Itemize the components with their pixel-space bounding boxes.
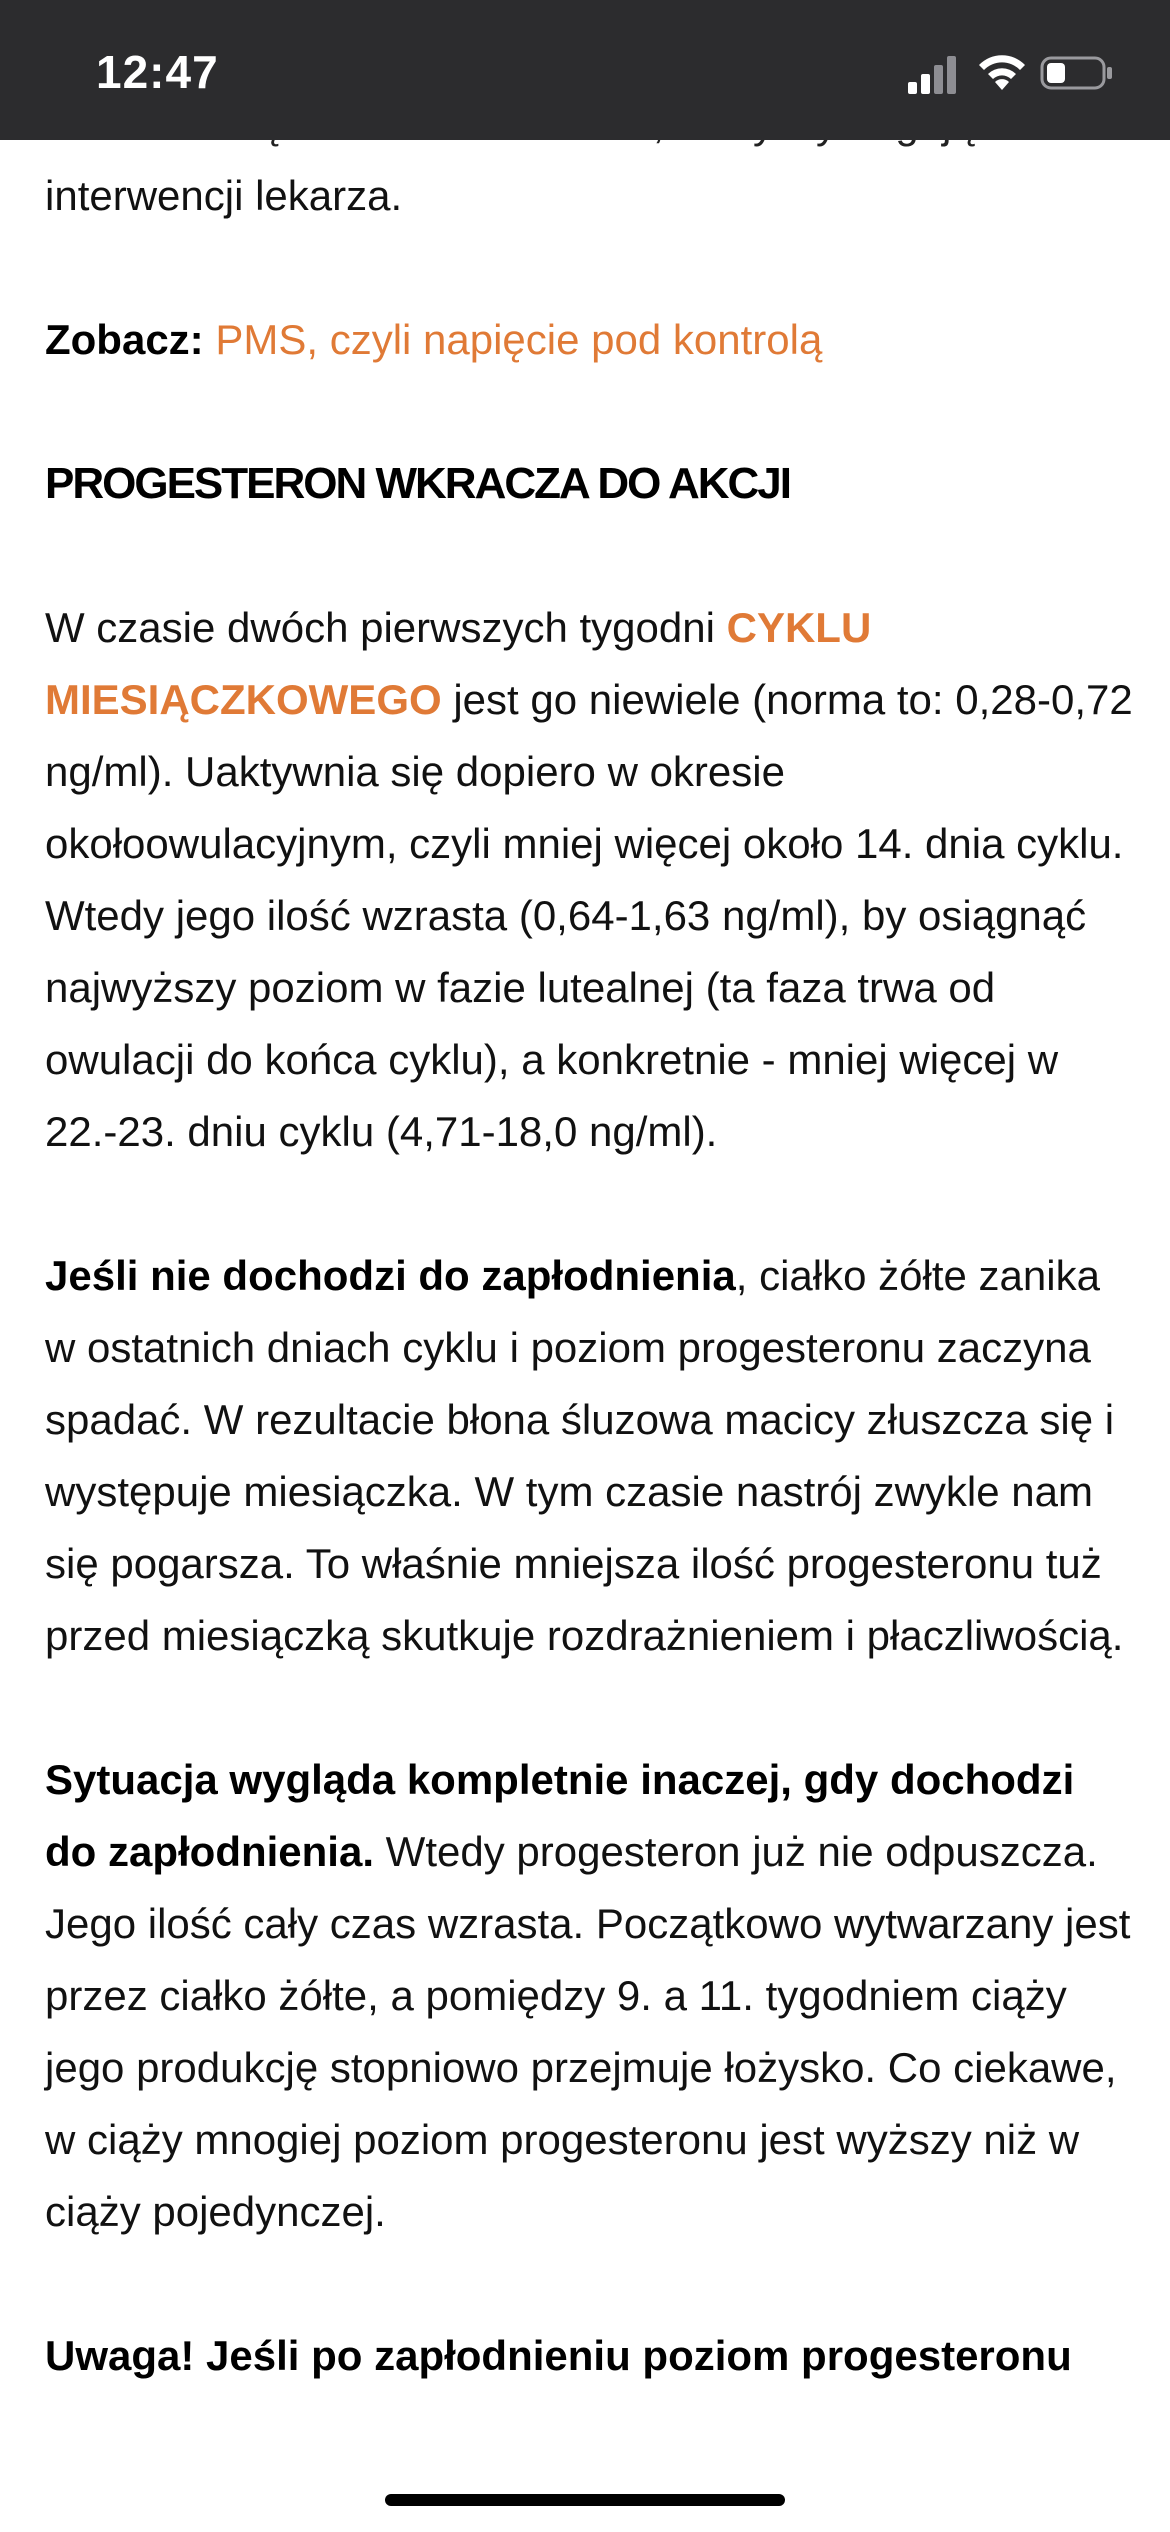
cellular-signal-icon bbox=[906, 56, 958, 94]
article-content bbox=[45, 88, 1135, 2392]
paragraph-warning bbox=[45, 2320, 1135, 2392]
wifi-icon bbox=[976, 52, 1028, 92]
paragraph-warning-bold: Uwaga! Jeśli po zapłodnieniu poziom progesteronu bbox=[45, 2332, 1072, 2379]
paragraph-fertilization bbox=[45, 1744, 1135, 2248]
article-intro-end: interwencji lekarza. bbox=[45, 172, 403, 219]
paragraph-fertilization-bold: Sytuacja wygląda kompletnie inaczej, gdy dochodzi do zapłodnienia. bbox=[45, 1756, 1075, 1875]
paragraph-no-fertilization-rest: , ciałko żółte zanika w ostatnich dniach cyklu i poziom progesteronu zaczyna spadać. W rezultacie błona śluzowa macicy złuszcza się i występuje miesiączka. W tym czasie nastrój zwykle nam się pogarsza. To właśnie mniejsza ilość progesteronu tuż przed miesiączką skutkuje rozdrażnieniem i płaczliwością. bbox=[45, 1252, 1124, 1659]
home-indicator[interactable] bbox=[385, 2494, 785, 2506]
status-time: 12:47 bbox=[96, 46, 219, 98]
see-also-link[interactable]: PMS, czyli napięcie pod kontrolą bbox=[215, 316, 823, 363]
battery-icon bbox=[1040, 54, 1114, 92]
paragraph-no-fertilization-bold: Jeśli nie dochodzi do zapłodnienia bbox=[45, 1252, 736, 1299]
paragraph-cycle-start: W czasie dwóch pierwszych tygodni bbox=[45, 604, 727, 651]
paragraph-fertilization-rest: Wtedy progesteron już nie odpuszcza. Jego ilość cały czas wzrasta. Początkowo wytwarzany jest przez ciałko żółte, a pomiędzy 9. a 11. tygodniem ciąży jego produkcję stopniowo przejmuje łożysko. Co ciekawe, w ciąży mnogiej poziom progesteronu jest wyższy niż w ciąży pojedynczej. bbox=[45, 1828, 1131, 2235]
paragraph-no-fertilization bbox=[45, 1240, 1135, 1672]
status-bar bbox=[0, 0, 1170, 140]
see-also-label: Zobacz: bbox=[45, 316, 204, 363]
see-also bbox=[45, 304, 1135, 376]
paragraph-cycle-rest: jest go niewiele (norma to: 0,28-0,72 ng/ml). Uaktywnia się dopiero w okresie okołoowulacyjnym, czyli mniej więcej około 14. dnia cyklu. Wtedy jego ilość wzrasta (0,64-1,63 ng/ml), by osiągnąć najwyższy poziom w fazie lutealnej (ta faza trwa od owulacji do końca cyklu), a konkretnie - mniej więcej w 22.-23. dniu cyklu (4,71-18,0 ng/ml). bbox=[45, 676, 1133, 1155]
paragraph-cycle bbox=[45, 592, 1135, 1168]
cycle-link[interactable]: CYKLU MIESIĄCZKOWEGO bbox=[45, 604, 872, 723]
section-heading: PROGESTERON WKRACZA DO AKCJI bbox=[45, 459, 790, 508]
